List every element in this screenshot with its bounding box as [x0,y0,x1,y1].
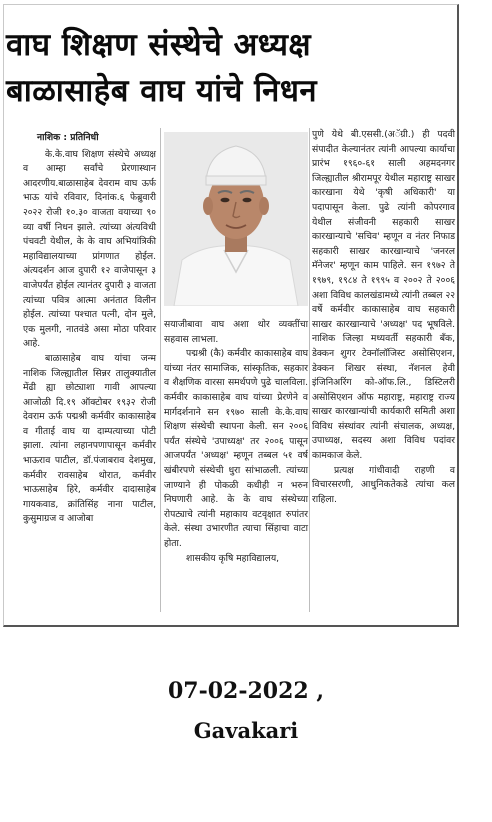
paragraph: पद्मश्री (कै) कर्मवीर काकासाहेब वाघ यांच्या नंतर सामाजिक, सांस्कृतिक, सहकार व शैक्षणिक वारसा समर्थपणे पुढे चालविला. कर्मवीर काकासाहेब वाघ यांच्या प्रेरणेने व मार्गदर्शनाने सन १९७० साली के.के.वाघ शिक्षण संस्थेची स्थापना केली. सन २००६ पर्यंत संस्थेचे 'उपाध्यक्ष' तर २००६ पासून आजपर्यंत 'अध्यक्ष' म्हणून तब्बल ५१ वर्ष खंबीरपणे संस्थेची धुरा सांभाळली. त्यांच्या जाण्याने ही पोकळी कधीही न भरुन निघणारी आहे. के के वाघ संस्थेच्या रोपट्याचे त्यांनी महाकाय वटवृक्षात रुपांतर केले. संस्था उभारणीत त्याचा सिंहाचा वाटा होता. [164,348,308,549]
paragraph: पुणे येथे बी.एससी.(अॅग्री.) ही पदवी संपादीत केल्यानंतर त्यांनी आपल्या कार्याचा प्रारंभ १९६०-६१ साली अहमदनगर जिल्ह्यातील श्रीरामपूर येथील महाराष्ट्र साखर कारखाना येथे 'कृषी अधिकारी' या पदापासून केला. पुढे त्यांनी कोपरगाव येथील संजीवनी सहकारी साखर कारखान्याचे 'सचिव' म्हणून व नंतर निफाड सहकारी साखर कारखान्याचे 'जनरल मॅनेजर' म्हणून काम पाहिले. सन १९७२ ते १९७९, १९८४ ते १९९५ व २००२ ते २००६ अशा विविध कालखंडामध्ये त्यांनी तब्बल २२ वर्षे कर्मवीर काकासाहेब वाघ सहकारी साखर कारखान्याचे 'अध्यक्ष' पद भूषविले. नाशिक जिल्हा मध्यवर्ती सहकारी बँक, डेक्कन शुगर टेक्नॉलॉजिस्ट असोसिएशन, डेक्कन शिखर संस्था, नॅशनल हेवी इंजिनिअरिंग को-ऑफ.लि., डिस्टिलरी असोसिएशन ऑफ महाराष्ट्र, महाराष्ट्र राज्य साखर कारखान्यांची कार्यकारी समिती अशा विविध संस्थांवर त्यांनी संचालक, अध्यक्ष, उपाध्यक्ष, सदस्य अशा विविध पदांवर कामकाज केले. [312,129,455,462]
paragraph: शासकीय कृषि महाविद्यालय, [186,552,280,564]
paragraph: बाळासाहेब वाघ यांचा जन्म नाशिक जिल्ह्यातील सिन्नर तालुक्यातील मेंढी ह्या छोट्याशा गावी आपल्या आजोळी दि.१९ ऑक्टोबर १९३२ रोजी देवराम ऊर्फ पद्मश्री कर्मवीर काकासाहेब व गीताई वाघ या दाम्पत्याच्या पोटी झाला. त्यांना लहानपणापासून कर्मवीर भाऊराव पाटील, डॉ.पंजाबराव देशमुख, कर्मवीर रावसाहेब थोरात, कर्मवीर भाऊसाहेब हिरे, कर्मवीर दादासाहेब गायकवाड, क्रांतिसिंह नाना पाटील, कुसुमाग्रज व आजोबा [23,352,156,525]
column-divider [309,128,310,612]
newspaper-name: Gavakari [193,718,299,743]
publication-date: 07-02-2022 , [167,678,325,704]
byline: नाशिक : प्रतिनिधी [37,132,99,143]
headline [6,22,454,114]
headline-line-1: वाघ शिक्षण संस्थेचे अध्यक्ष [6,27,312,63]
article-column-3 [312,128,455,507]
article-column-2 [164,318,308,566]
paragraph: सयाजीबावा वाघ अशा थोर व्यक्तींचा सहवास लाभला. [164,319,308,345]
paragraph: प्रत्यक्ष गांधीवादी राहणी व विचारसरणी, आधुनिकतेकडे त्यांचा कल राहिला. [312,464,455,505]
column-divider [160,128,161,612]
article-column-1 [23,131,156,527]
portrait-photo [164,132,308,306]
headline-line-2: बाळासाहेब वाघ यांचे निधन [6,73,318,109]
portrait-photo-icon [164,132,308,306]
paragraph: के.के.वाघ शिक्षण संस्थेचे अध्यक्ष व आम्हा सर्वांचे प्रेरणास्थान आदरणीय.बाळासाहेब देवराम वाघ ऊर्फ भाऊ यांचे रविवार, दिनांक.६ फेब्रुवारी २०२२ रोजी १०.३० वाजता वयाच्या ९० व्या वर्षी निधन झाले. त्यांच्या अंत्यविधी पंचवटी येथील, के के वाघ अभियांत्रिकी महाविद्यालयाच्या प्रांगणात होईल. अंत्यदर्शन आज दुपारी १२ वाजेपासून ३ वाजेपर्यंत होईल त्यानंतर दुपारी ३ वाजता त्यांच्या पवित्र आत्मा अनंतात विलीन होईल. त्यांच्या पश्चात पत्नी, दोन मुले, एक मुलगी, नातवंडे असा मोठा परिवार आहे. [23,148,156,350]
